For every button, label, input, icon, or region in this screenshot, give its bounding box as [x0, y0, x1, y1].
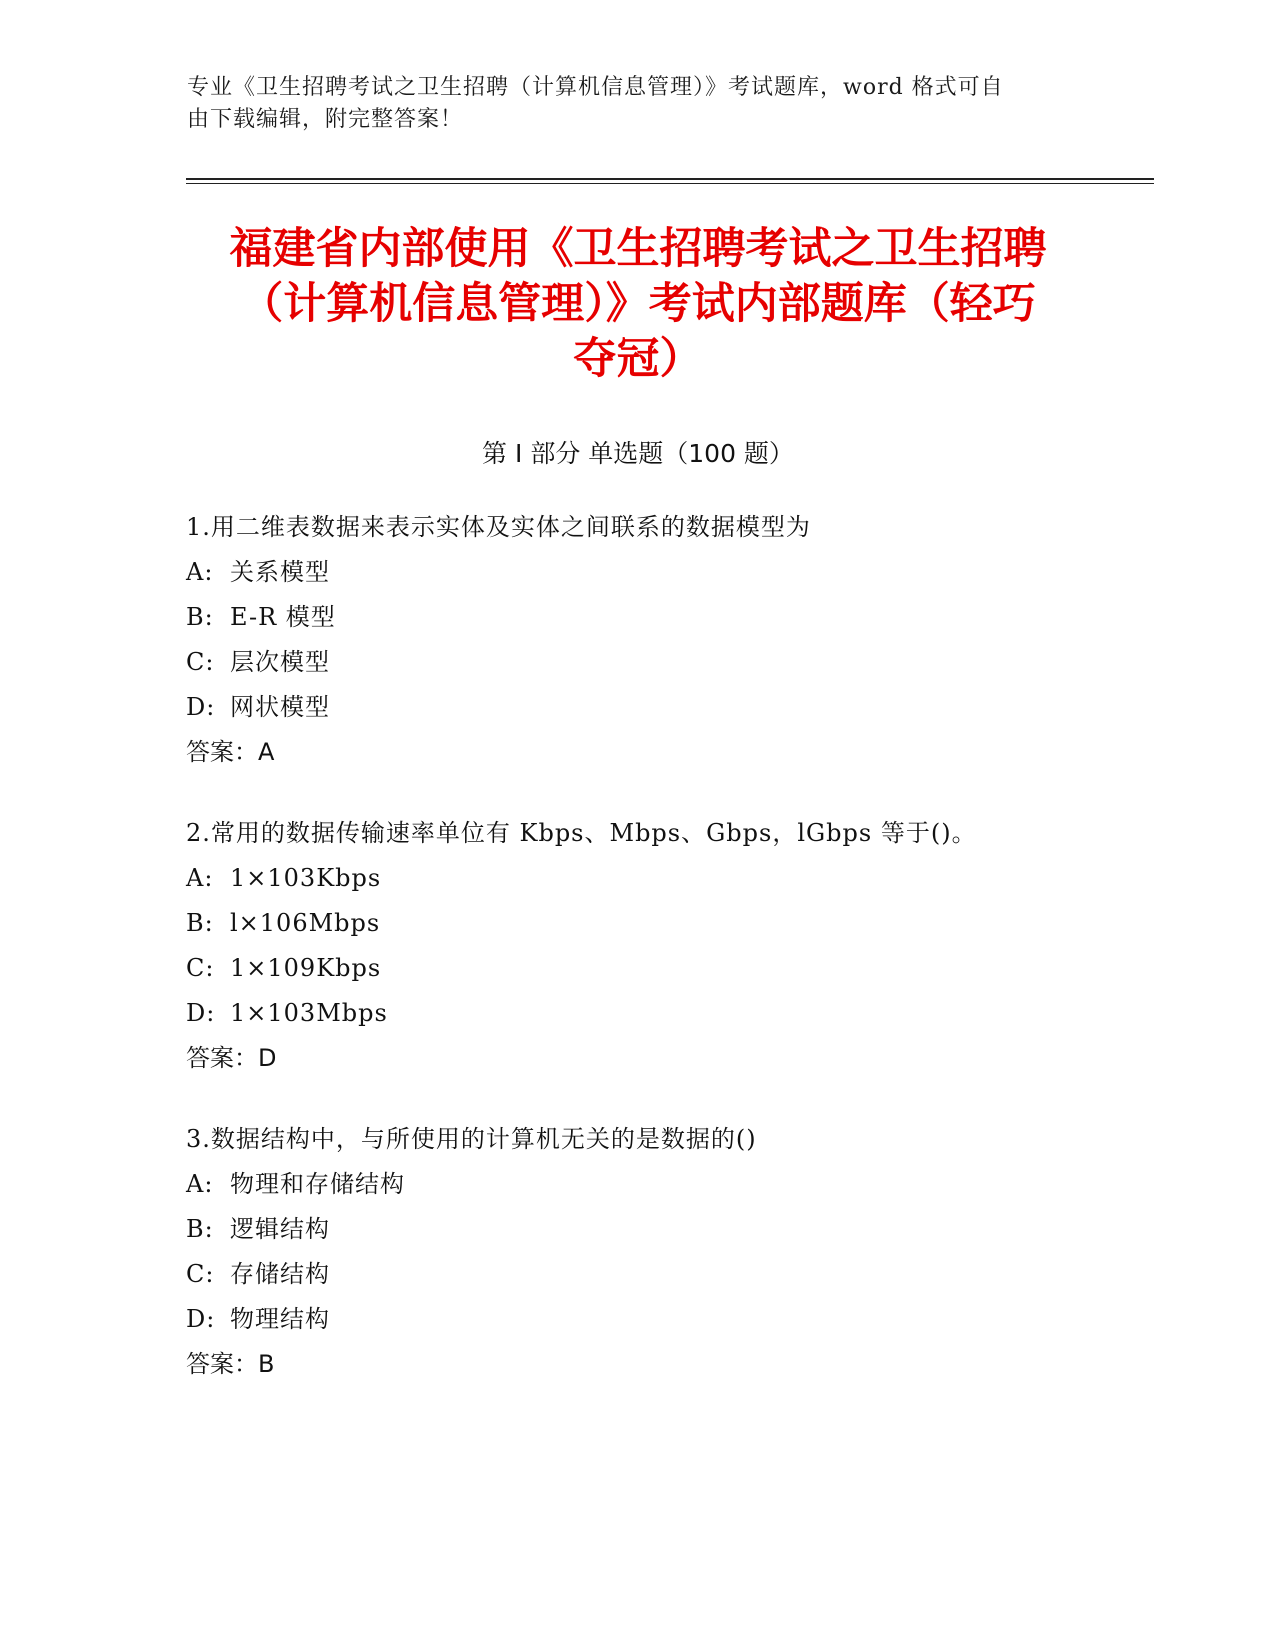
option-letter: B:: [186, 1215, 214, 1243]
document-title-line-3: 夺冠）: [573, 334, 703, 384]
question-stem: 3.数据结构中，与所使用的计算机无关的是数据的(): [186, 1125, 757, 1153]
option-c: [186, 640, 1146, 685]
document-title-line-1: 福建省内部使用《卫生招聘考试之卫生招聘: [229, 224, 1047, 274]
option-letter: D:: [186, 1305, 216, 1333]
question-answer: 答案：B: [186, 1350, 275, 1378]
option-text: l×106Mbps: [230, 909, 381, 937]
option-a: [186, 550, 1146, 595]
option-text: 网状模型: [230, 693, 330, 721]
option-d: [186, 1297, 1146, 1342]
header-note: [187, 72, 1067, 136]
option-letter: B:: [186, 909, 214, 937]
question-3: [186, 1117, 1146, 1387]
question-answer: 答案：A: [186, 738, 275, 766]
option-text: 1×109Kbps: [230, 954, 382, 982]
option-letter: C:: [186, 648, 215, 676]
option-b: [186, 901, 1146, 946]
option-d: [186, 685, 1146, 730]
option-letter: C:: [186, 1260, 215, 1288]
option-letter: A:: [186, 558, 214, 586]
option-text: 逻辑结构: [230, 1215, 330, 1243]
header-divider-thick: [186, 178, 1154, 180]
question-answer: 答案：D: [186, 1044, 277, 1072]
section-title: 第 I 部分 单选题（100 题）: [482, 439, 794, 468]
header-note-line-1: 专业《卫生招聘考试之卫生招聘（计算机信息管理）》考试题库，word 格式可自: [187, 75, 1004, 100]
header-note-line-2: 由下载编辑，附完整答案！: [187, 107, 464, 132]
option-text: E-R 模型: [230, 603, 336, 631]
option-text: 1×103Kbps: [230, 864, 382, 892]
option-d: [186, 991, 1146, 1036]
option-text: 物理和存储结构: [230, 1170, 405, 1198]
question-stem: 2.常用的数据传输速率单位有 Kbps、Mbps、Gbps，lGbps 等于()。: [186, 819, 977, 847]
option-c: [186, 1252, 1146, 1297]
option-letter: A:: [186, 1170, 214, 1198]
option-letter: D:: [186, 999, 216, 1027]
option-text: 存储结构: [230, 1260, 330, 1288]
option-letter: B:: [186, 603, 214, 631]
question-stem: 1.用二维表数据来表示实体及实体之间联系的数据模型为: [186, 513, 811, 541]
option-text: 1×103Mbps: [230, 999, 388, 1027]
option-a: [186, 856, 1146, 901]
option-a: [186, 1162, 1146, 1207]
option-letter: C:: [186, 954, 215, 982]
option-text: 层次模型: [230, 648, 330, 676]
question-1: [186, 505, 1146, 775]
option-letter: D:: [186, 693, 216, 721]
option-c: [186, 946, 1146, 991]
option-b: [186, 595, 1146, 640]
document-title-line-2: （计算机信息管理）》考试内部题库（轻巧: [240, 279, 1036, 329]
option-text: 关系模型: [230, 558, 330, 586]
document-title: [186, 222, 1090, 387]
header-divider-thin: [186, 183, 1154, 184]
option-b: [186, 1207, 1146, 1252]
question-2: [186, 811, 1146, 1081]
option-letter: A:: [186, 864, 214, 892]
option-text: 物理结构: [230, 1305, 330, 1333]
